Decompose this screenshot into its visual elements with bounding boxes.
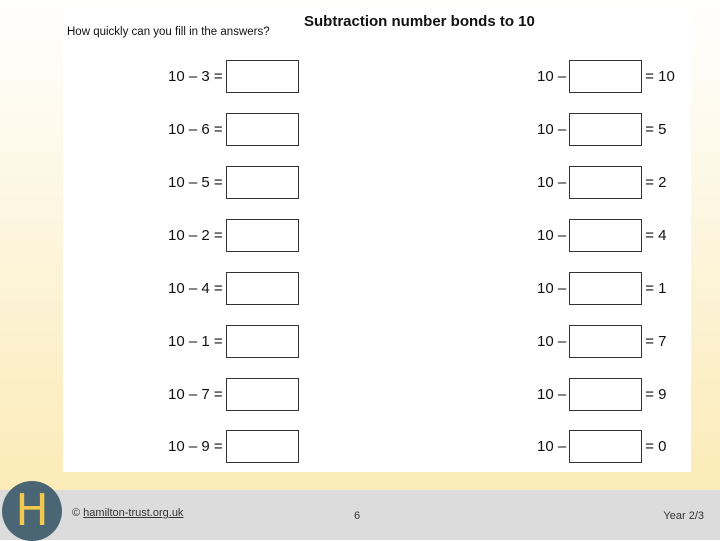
answer-box[interactable] [569,60,642,93]
left-question-row [168,165,302,199]
left-question-row [168,218,302,252]
left-expression: 10 – 9 = [168,437,223,455]
answer-box[interactable] [226,430,299,463]
right-result: = 1 [645,279,667,297]
right-question-row [537,165,666,199]
answer-box[interactable] [226,272,299,305]
left-expression: 10 – 4 = [168,279,223,297]
right-question-row [537,218,666,252]
left-question-row [168,271,302,305]
right-result: = 2 [645,173,667,191]
left-question-row [168,324,302,358]
right-question-row [537,59,675,93]
right-question-row [537,271,666,305]
copyright-link[interactable]: hamilton-trust.org.uk [83,507,184,519]
right-prefix: 10 – [537,385,567,403]
right-result: = 10 [645,67,675,85]
page-number: 6 [354,510,361,522]
left-question-row [168,112,302,146]
right-result: = 4 [645,226,667,244]
answer-box[interactable] [569,272,642,305]
answer-box[interactable] [226,219,299,252]
worksheet-title: Subtraction number bonds to 10 [304,13,535,30]
right-result: = 9 [645,385,667,403]
left-expression: 10 – 5 = [168,173,223,191]
answer-box[interactable] [569,219,642,252]
right-question-row [537,429,666,463]
left-question-row [168,429,302,463]
answer-box[interactable] [226,166,299,199]
answer-box[interactable] [569,113,642,146]
left-expression: 10 – 6 = [168,120,223,138]
right-prefix: 10 – [537,120,567,138]
answer-box[interactable] [569,378,642,411]
left-question-row [168,377,302,411]
answer-box[interactable] [226,60,299,93]
logo-letter: H [15,485,49,536]
right-prefix: 10 – [537,173,567,191]
worksheet-subtitle: How quickly can you fill in the answers? [67,26,270,38]
right-question-row [537,324,666,358]
right-prefix: 10 – [537,279,567,297]
right-question-row [537,112,666,146]
right-question-row [537,377,666,411]
right-result: = 7 [645,332,667,350]
answer-box[interactable] [226,325,299,358]
left-expression: 10 – 2 = [168,226,223,244]
copyright [72,507,183,519]
right-result: = 5 [645,120,667,138]
left-expression: 10 – 3 = [168,67,223,85]
right-prefix: 10 – [537,67,567,85]
left-question-row [168,59,302,93]
hamilton-logo [2,481,62,541]
right-prefix: 10 – [537,437,567,455]
right-result: = 0 [645,437,667,455]
right-prefix: 10 – [537,332,567,350]
left-expression: 10 – 7 = [168,385,223,403]
answer-box[interactable] [569,166,642,199]
answer-box[interactable] [226,378,299,411]
answer-box[interactable] [226,113,299,146]
right-prefix: 10 – [537,226,567,244]
answer-box[interactable] [569,430,642,463]
worksheet [63,9,691,472]
year-label: Year 2/3 [663,510,704,522]
answer-box[interactable] [569,325,642,358]
left-expression: 10 – 1 = [168,332,223,350]
copyright-symbol: © [72,507,81,519]
